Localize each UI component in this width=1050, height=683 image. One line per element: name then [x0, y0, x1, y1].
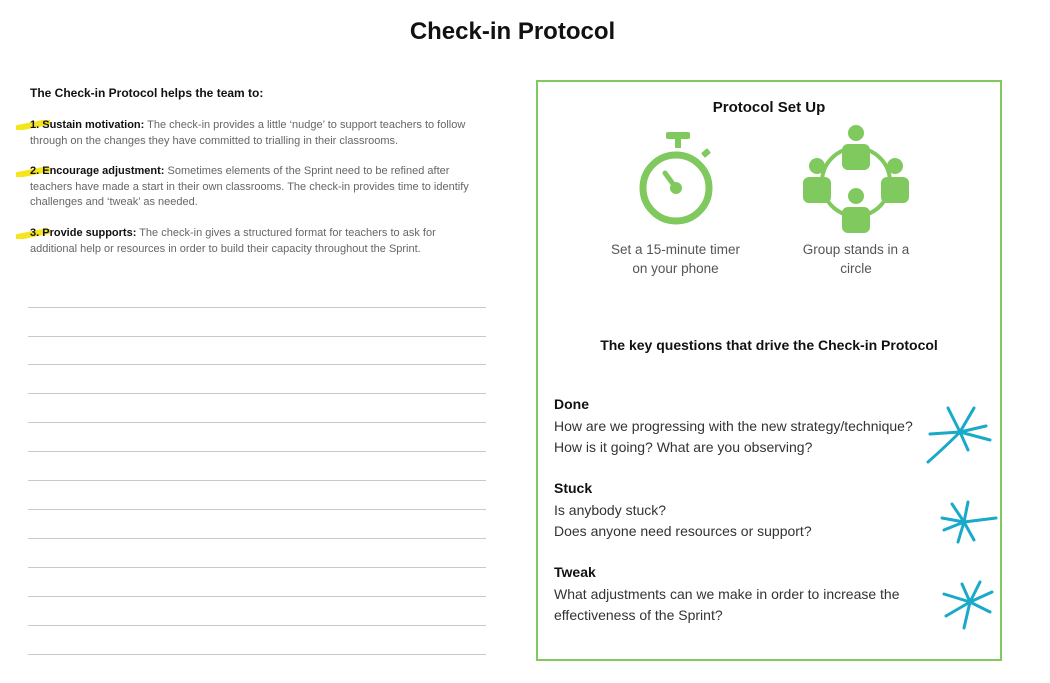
- asterisk-doodle-icon: [938, 500, 1002, 548]
- question-line: How is it going? What are you observing?: [554, 439, 813, 455]
- writing-line[interactable]: [28, 509, 486, 510]
- question-heading-stuck: Stuck: [554, 480, 593, 496]
- point-label: 3. Provide supports:: [30, 227, 137, 239]
- question-heading-done: Done: [554, 396, 589, 412]
- point-text: The check-in provides a little ‘nudge’ to support teachers to follow through on the changes they have committed to trialling in their classrooms.: [30, 119, 466, 147]
- point-encourage-adjustment: [30, 164, 485, 211]
- question-line: How are we progressing with the new strategy/technique?: [554, 418, 913, 434]
- point-sustain-motivation: [30, 118, 485, 149]
- point-text: Sometimes elements of the Sprint need to be refined after teachers have made a start in their own classrooms. The check-in provides time to identify challenges and ‘tweak’ as needed.: [30, 165, 469, 208]
- question-text-tweak: [554, 584, 929, 626]
- caption-line: on your phone: [632, 261, 719, 276]
- caption-line: Set a 15-minute timer: [610, 242, 741, 257]
- writing-line[interactable]: [28, 451, 486, 452]
- panel-title: Protocol Set Up: [712, 99, 826, 116]
- question-line: Does anyone need resources or support?: [554, 523, 812, 539]
- writing-line[interactable]: [28, 393, 486, 394]
- question-line: effectiveness of the Sprint?: [554, 607, 723, 623]
- writing-line[interactable]: [28, 307, 486, 308]
- writing-line[interactable]: [28, 364, 486, 365]
- key-questions-title: The key questions that drive the Check-in Protocol: [600, 337, 938, 353]
- point-label: 1. Sustain motivation:: [30, 119, 145, 131]
- writing-line[interactable]: [28, 596, 486, 597]
- intro-text: The Check-in Protocol helps the team to:: [30, 86, 264, 100]
- protocol-panel: [536, 80, 1002, 661]
- question-text-done: [554, 416, 929, 458]
- caption-line: circle: [840, 261, 872, 276]
- asterisk-doodle-icon: [924, 404, 994, 466]
- writing-line[interactable]: [28, 336, 486, 337]
- point-label: 2. Encourage adjustment:: [30, 165, 165, 177]
- timer-caption: [578, 240, 773, 278]
- writing-line[interactable]: [28, 625, 486, 626]
- question-heading-tweak: Tweak: [554, 564, 596, 580]
- asterisk-doodle-icon: [940, 578, 1000, 632]
- writing-line[interactable]: [28, 538, 486, 539]
- writing-line[interactable]: [28, 654, 486, 655]
- question-text-stuck: [554, 500, 929, 542]
- circle-caption: [768, 240, 944, 278]
- question-line: What adjustments can we make in order to increase the: [554, 586, 900, 602]
- writing-line[interactable]: [28, 567, 486, 568]
- group-circle-icon: [800, 124, 912, 234]
- stopwatch-icon: [638, 130, 718, 225]
- page-title: Check-in Protocol: [409, 18, 616, 45]
- point-provide-supports: [30, 226, 485, 257]
- point-text: The check-in gives a structured format for teachers to ask for additional help or resources in order to build their capacity throughout the Sprint.: [30, 227, 436, 255]
- caption-line: Group stands in a: [802, 242, 910, 257]
- writing-line[interactable]: [28, 422, 486, 423]
- writing-line[interactable]: [28, 480, 486, 481]
- question-line: Is anybody stuck?: [554, 502, 667, 518]
